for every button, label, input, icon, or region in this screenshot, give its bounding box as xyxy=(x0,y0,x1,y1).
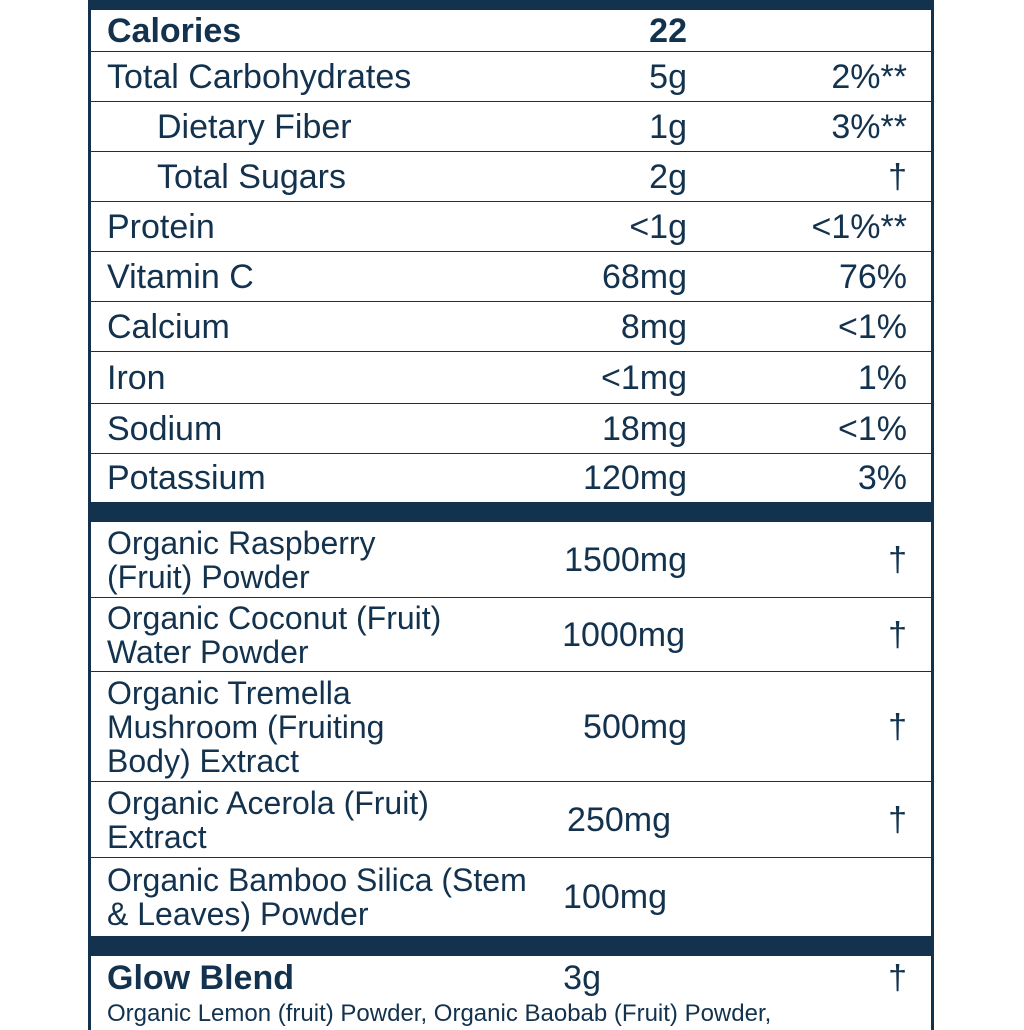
nutrient-row-iron xyxy=(91,352,931,404)
nutrient-daily-value: 2%** xyxy=(831,57,907,96)
nutrient-row-total-carbohydrates xyxy=(91,52,931,102)
nutrient-amount: 1g xyxy=(649,107,687,146)
nutrient-amount: 18mg xyxy=(601,409,687,448)
ingredient-daily-value: † xyxy=(888,800,907,839)
nutrient-daily-value: 3% xyxy=(857,459,907,497)
nutrient-name: Dietary Fiber xyxy=(157,107,352,146)
ingredient-daily-value: † xyxy=(888,540,907,579)
supplement-facts-panel xyxy=(88,0,934,1030)
nutrient-amount: 120mg xyxy=(583,459,687,497)
nutrient-amount: <1mg xyxy=(601,358,687,397)
nutrient-daily-value: 3%** xyxy=(831,107,907,146)
ingredient-name: Organic Tremella Mushroom (Fruiting Body) Extract xyxy=(107,674,385,779)
nutrient-row-calcium xyxy=(91,302,931,352)
blend-daily-value: † xyxy=(888,959,907,997)
ingredient-daily-value: † xyxy=(888,707,907,746)
ingredient-amount: 100mg xyxy=(563,878,667,916)
blend-name: Glow Blend xyxy=(107,959,294,997)
ingredient-amount: 1500mg xyxy=(564,540,687,579)
nutrient-amount: 68mg xyxy=(601,257,687,296)
nutrient-row-total-sugars xyxy=(91,152,931,202)
ingredient-daily-value: † xyxy=(888,615,907,654)
nutrient-name: Total Sugars xyxy=(157,157,346,196)
ingredient-row-bamboo-silica xyxy=(91,858,931,936)
nutrient-row-dietary-fiber xyxy=(91,102,931,152)
nutrient-name: Total Carbohydrates xyxy=(107,57,412,96)
calories-label: Calories xyxy=(107,11,242,50)
nutrient-amount: 5g xyxy=(649,57,687,96)
nutrient-row-protein xyxy=(91,202,931,252)
ingredient-amount: 250mg xyxy=(567,800,671,839)
nutrient-daily-value: † xyxy=(888,157,907,196)
ingredient-row-raspberry xyxy=(91,522,931,598)
calories-row xyxy=(91,10,931,52)
nutrient-amount: 2g xyxy=(649,157,687,196)
nutrient-daily-value: 76% xyxy=(838,257,907,296)
ingredient-amount: 1000mg xyxy=(562,615,685,654)
ingredient-name: Organic Coconut (Fruit) Water Powder xyxy=(107,599,442,670)
nutrient-daily-value: <1%** xyxy=(811,207,907,246)
nutrient-name: Vitamin C xyxy=(107,257,254,296)
blend-row xyxy=(91,956,931,1000)
section-divider xyxy=(91,502,931,522)
nutrient-name: Calcium xyxy=(107,307,230,346)
ingredient-amount: 500mg xyxy=(583,707,687,746)
ingredient-name: Organic Acerola (Fruit) Extract xyxy=(107,784,429,855)
ingredient-daily-value xyxy=(731,858,907,936)
nutrient-name: Sodium xyxy=(107,409,223,448)
nutrient-daily-value: <1% xyxy=(838,307,907,346)
nutrient-daily-value: 1% xyxy=(857,358,907,397)
nutrient-row-potassium xyxy=(91,454,931,502)
ingredient-row-acerola xyxy=(91,782,931,858)
nutrient-name: Protein xyxy=(107,207,215,246)
ingredient-row-tremella xyxy=(91,672,931,782)
nutrient-name: Iron xyxy=(107,358,166,397)
nutrient-daily-value: <1% xyxy=(838,409,907,448)
calories-value: 22 xyxy=(649,11,687,50)
ingredient-name: Organic Raspberry (Fruit) Powder xyxy=(107,524,376,595)
top-rule xyxy=(91,0,931,10)
nutrient-amount: 8mg xyxy=(620,307,687,346)
section-divider xyxy=(91,936,931,956)
ingredient-row-coconut xyxy=(91,598,931,672)
nutrient-row-vitamin-c xyxy=(91,252,931,302)
nutrient-amount: <1g xyxy=(629,207,687,246)
nutrient-name: Potassium xyxy=(107,459,266,497)
blend-contents: Organic Lemon (fruit) Powder, Organic Baobab (Fruit) Powder, xyxy=(107,1000,772,1027)
ingredient-name: Organic Bamboo Silica (Stem & Leaves) Powder xyxy=(107,862,527,932)
blend-amount: 3g xyxy=(563,959,601,997)
nutrient-row-sodium xyxy=(91,404,931,454)
